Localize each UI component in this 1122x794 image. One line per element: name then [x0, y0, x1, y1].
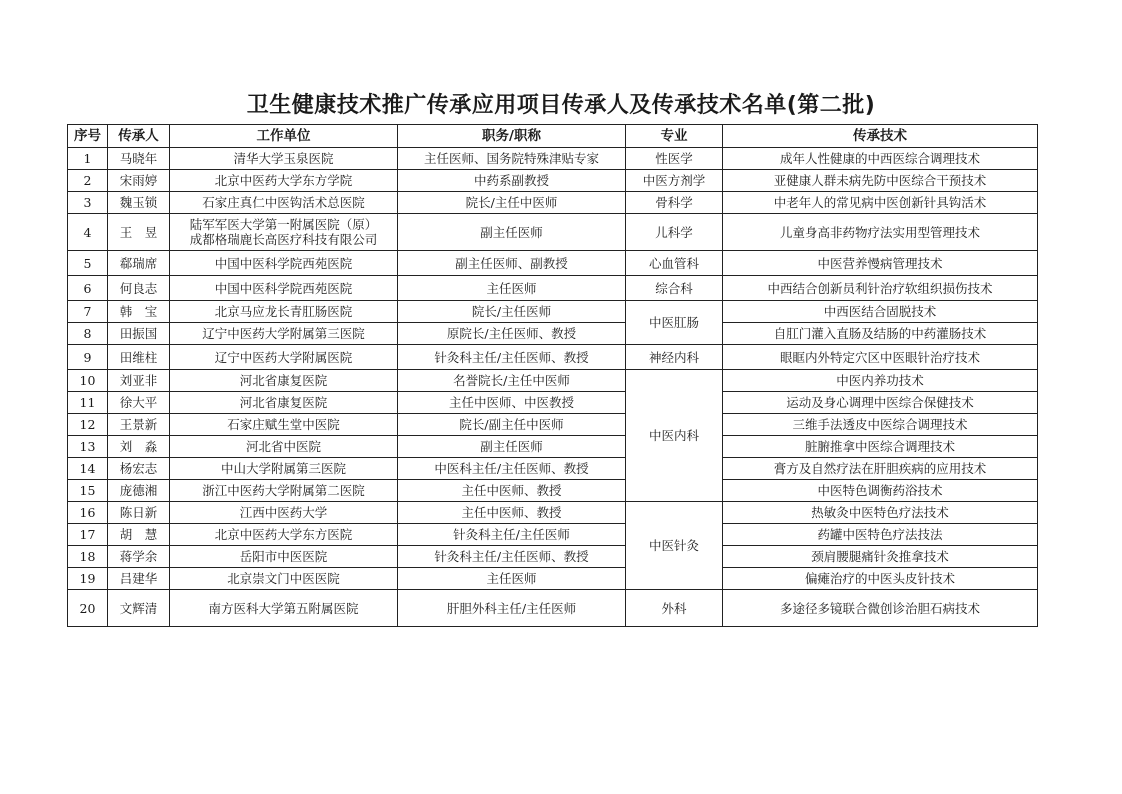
cell-unit: 中山大学附属第三医院 — [170, 458, 398, 480]
cell-unit: 北京中医药大学东方医院 — [170, 524, 398, 546]
table-row — [68, 251, 1038, 276]
cell-name: 刘亚非 — [108, 370, 170, 392]
cell-unit: 北京马应龙长青肛肠医院 — [170, 301, 398, 323]
cell-unit: 中国中医科学院西苑医院 — [170, 276, 398, 301]
cell-name: 徐大平 — [108, 392, 170, 414]
cell-position: 主任医师 — [398, 276, 626, 301]
cell-position: 副主任医师、副教授 — [398, 251, 626, 276]
cell-specialty: 外科 — [626, 590, 723, 627]
cell-no: 7 — [68, 301, 108, 323]
cell-technique: 中西结合创新员利针治疗软组织损伤技术 — [723, 276, 1038, 301]
cell-specialty: 儿科学 — [626, 214, 723, 251]
cell-name: 蒋学余 — [108, 546, 170, 568]
cell-no: 3 — [68, 192, 108, 214]
cell-name: 宋雨婷 — [108, 170, 170, 192]
cell-unit: 中国中医科学院西苑医院 — [170, 251, 398, 276]
table-row — [68, 392, 1038, 414]
document-title: 卫生健康技术推广传承应用项目传承人及传承技术名单(第二批) — [246, 93, 876, 118]
header-unit: 工作单位 — [170, 125, 398, 148]
cell-no: 2 — [68, 170, 108, 192]
cell-name: 刘 淼 — [108, 436, 170, 458]
cell-technique: 热敏灸中医特色疗法技术 — [723, 502, 1038, 524]
cell-position: 针灸科主任/主任医师、教授 — [398, 546, 626, 568]
cell-unit-line: 成都格瑞鹿长高医疗科技有限公司 — [189, 232, 378, 247]
cell-specialty-merged: 中医肛肠 — [626, 301, 723, 345]
cell-name: 陈日新 — [108, 502, 170, 524]
cell-technique: 药罐中医特色疗法技法 — [723, 524, 1038, 546]
cell-name: 魏玉锁 — [108, 192, 170, 214]
cell-name: 胡 慧 — [108, 524, 170, 546]
cell-position: 主任医师、国务院特殊津贴专家 — [398, 148, 626, 170]
cell-unit: 石家庄真仁中医钩活术总医院 — [170, 192, 398, 214]
table-header-row — [68, 125, 1038, 148]
cell-specialty: 神经内科 — [626, 345, 723, 370]
cell-name: 田振国 — [108, 323, 170, 345]
cell-name: 郗瑞席 — [108, 251, 170, 276]
cell-no: 18 — [68, 546, 108, 568]
table-row — [68, 148, 1038, 170]
cell-position: 院长/主任中医师 — [398, 192, 626, 214]
cell-position: 中医科主任/主任医师、教授 — [398, 458, 626, 480]
cell-technique: 偏瘫治疗的中医头皮针技术 — [723, 568, 1038, 590]
cell-no: 19 — [68, 568, 108, 590]
cell-name: 文辉清 — [108, 590, 170, 627]
cell-unit: 岳阳市中医医院 — [170, 546, 398, 568]
cell-no: 12 — [68, 414, 108, 436]
header-position: 职务/职称 — [398, 125, 626, 148]
cell-specialty: 中医方剂学 — [626, 170, 723, 192]
cell-technique: 运动及身心调理中医综合保健技术 — [723, 392, 1038, 414]
cell-name: 马晓年 — [108, 148, 170, 170]
header-no: 序号 — [68, 125, 108, 148]
cell-specialty-merged: 中医内科 — [626, 370, 723, 502]
table-row — [68, 414, 1038, 436]
cell-name: 吕建华 — [108, 568, 170, 590]
header-specialty: 专业 — [626, 125, 723, 148]
cell-position: 名誉院长/主任中医师 — [398, 370, 626, 392]
cell-unit-line: 陆军军医大学第一附属医院（原） — [189, 217, 378, 232]
header-name: 传承人 — [108, 125, 170, 148]
cell-no: 9 — [68, 345, 108, 370]
cell-technique: 三维手法透皮中医综合调理技术 — [723, 414, 1038, 436]
cell-unit: 河北省康复医院 — [170, 392, 398, 414]
cell-no: 4 — [68, 214, 108, 251]
cell-name: 王景新 — [108, 414, 170, 436]
table-row — [68, 480, 1038, 502]
cell-position: 肝胆外科主任/主任医师 — [398, 590, 626, 627]
cell-no: 10 — [68, 370, 108, 392]
cell-unit: 北京中医药大学东方学院 — [170, 170, 398, 192]
cell-no: 15 — [68, 480, 108, 502]
cell-technique: 眼眶内外特定穴区中医眼针治疗技术 — [723, 345, 1038, 370]
cell-no: 20 — [68, 590, 108, 627]
cell-position: 副主任医师 — [398, 436, 626, 458]
cell-no: 17 — [68, 524, 108, 546]
table-row — [68, 301, 1038, 323]
table-row — [68, 370, 1038, 392]
cell-name: 韩 宝 — [108, 301, 170, 323]
cell-technique: 中老年人的常见病中医创新针具钩活术 — [723, 192, 1038, 214]
heritage-roster-table — [67, 124, 1038, 627]
cell-position: 主任中医师、中医教授 — [398, 392, 626, 414]
cell-no: 11 — [68, 392, 108, 414]
cell-position: 原院长/主任医师、教授 — [398, 323, 626, 345]
table-row — [68, 546, 1038, 568]
table-row — [68, 436, 1038, 458]
cell-position: 副主任医师 — [398, 214, 626, 251]
table-row — [68, 170, 1038, 192]
table-row — [68, 323, 1038, 345]
cell-technique: 脏腑推拿中医综合调理技术 — [723, 436, 1038, 458]
cell-unit: 江西中医药大学 — [170, 502, 398, 524]
cell-no: 1 — [68, 148, 108, 170]
cell-unit: 辽宁中医药大学附属第三医院 — [170, 323, 398, 345]
cell-position: 主任医师 — [398, 568, 626, 590]
cell-technique: 自肛门灌入直肠及结肠的中药灌肠技术 — [723, 323, 1038, 345]
cell-no: 16 — [68, 502, 108, 524]
cell-technique: 中医营养慢病管理技术 — [723, 251, 1038, 276]
cell-unit: 南方医科大学第五附属医院 — [170, 590, 398, 627]
table-row — [68, 214, 1038, 251]
cell-specialty: 综合科 — [626, 276, 723, 301]
table-row — [68, 568, 1038, 590]
cell-technique: 成年人性健康的中西医综合调理技术 — [723, 148, 1038, 170]
cell-technique: 多途径多镜联合微创诊治胆石病技术 — [723, 590, 1038, 627]
cell-technique: 中医内养功技术 — [723, 370, 1038, 392]
cell-specialty: 骨科学 — [626, 192, 723, 214]
cell-technique: 亚健康人群未病先防中医综合干预技术 — [723, 170, 1038, 192]
cell-position: 主任中医师、教授 — [398, 480, 626, 502]
cell-name: 王 昱 — [108, 214, 170, 251]
cell-name: 田维柱 — [108, 345, 170, 370]
cell-position: 针灸科主任/主任医师 — [398, 524, 626, 546]
cell-unit: 北京崇文门中医医院 — [170, 568, 398, 590]
header-technique: 传承技术 — [723, 125, 1038, 148]
cell-technique: 颈肩腰腿痛针灸推拿技术 — [723, 546, 1038, 568]
cell-unit: 清华大学玉泉医院 — [170, 148, 398, 170]
cell-name: 杨宏志 — [108, 458, 170, 480]
cell-name: 庞德湘 — [108, 480, 170, 502]
cell-no: 13 — [68, 436, 108, 458]
cell-technique: 膏方及自然疗法在肝胆疾病的应用技术 — [723, 458, 1038, 480]
table-row — [68, 590, 1038, 627]
cell-technique: 中西医结合固脱技术 — [723, 301, 1038, 323]
cell-unit: 辽宁中医药大学附属医院 — [170, 345, 398, 370]
cell-unit: 河北省康复医院 — [170, 370, 398, 392]
table-row — [68, 524, 1038, 546]
cell-unit: 浙江中医药大学附属第二医院 — [170, 480, 398, 502]
cell-specialty: 性医学 — [626, 148, 723, 170]
cell-no: 5 — [68, 251, 108, 276]
table-row — [68, 345, 1038, 370]
cell-name: 何良志 — [108, 276, 170, 301]
cell-position: 院长/副主任中医师 — [398, 414, 626, 436]
cell-technique: 儿童身高非药物疗法实用型管理技术 — [723, 214, 1038, 251]
table-row — [68, 276, 1038, 301]
table-row — [68, 502, 1038, 524]
cell-unit — [170, 214, 398, 251]
cell-position: 院长/主任医师 — [398, 301, 626, 323]
cell-specialty-merged: 中医针灸 — [626, 502, 723, 590]
cell-specialty: 心血管科 — [626, 251, 723, 276]
table-row — [68, 192, 1038, 214]
cell-no: 14 — [68, 458, 108, 480]
cell-no: 8 — [68, 323, 108, 345]
cell-no: 6 — [68, 276, 108, 301]
cell-position: 针灸科主任/主任医师、教授 — [398, 345, 626, 370]
cell-unit: 河北省中医院 — [170, 436, 398, 458]
table-row — [68, 458, 1038, 480]
cell-position: 中药系副教授 — [398, 170, 626, 192]
cell-unit: 石家庄赋生堂中医院 — [170, 414, 398, 436]
cell-technique: 中医特色调衡药浴技术 — [723, 480, 1038, 502]
cell-position: 主任中医师、教授 — [398, 502, 626, 524]
